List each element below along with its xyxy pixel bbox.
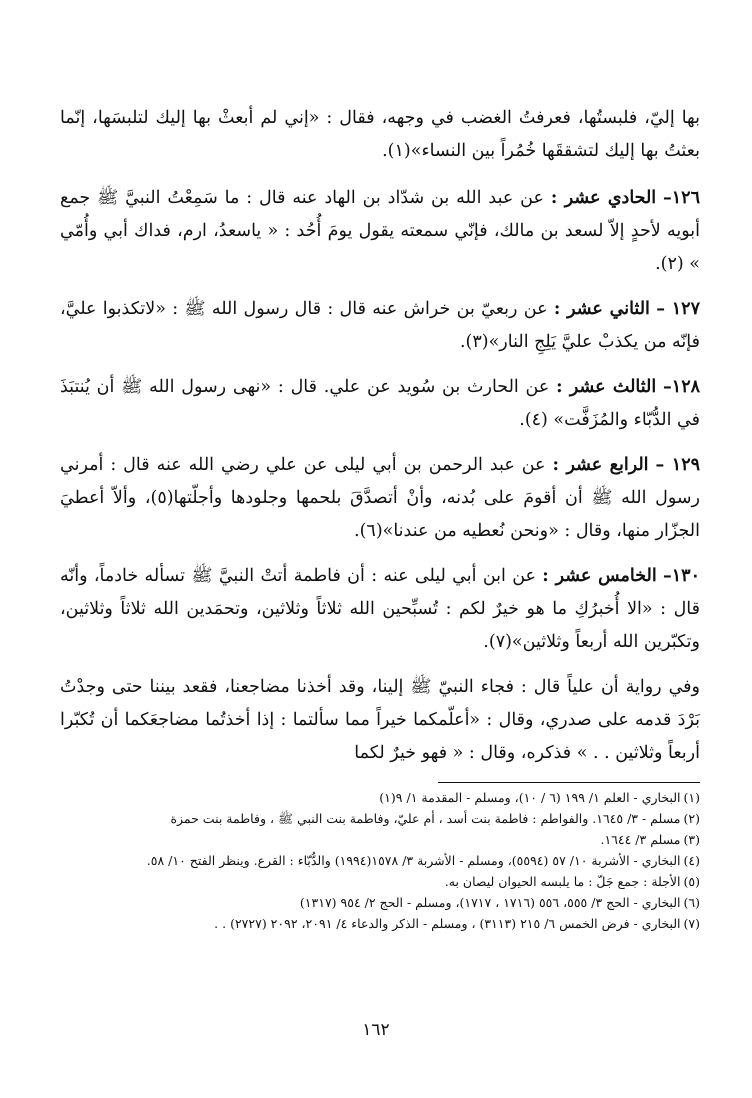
footnote [60,787,700,808]
footnote-number: (٤) [683,853,700,868]
hadith-title: الخامس عشر : [542,566,657,586]
footnote-divider [438,782,700,783]
hadith-number: ١٢٧ – [656,299,700,319]
riwaya-paragraph: وفي رواية أن علياً قال : فجاء النبيّ ﷺ إلينا، وقد أخذنا مضاجعنا، فقعد بيننا حتى وجدْتُ بَرْدَ قدمه على صدري، وقال : «أعلّمكما خيراً مما سألتما : إذا أخذتُما مضاجعَكما أن تُكبّرا أربعاً وثلاثين . . » فذكره، وقال : « فهو خيرٌ لكما [60,677,700,763]
footnote-number: (٥) [683,874,700,889]
hadith-title: الحادي عشر : [550,188,657,208]
footnotes [60,787,700,934]
footnote-number: (٣) [683,832,700,847]
footnote-number: (١) [683,790,700,805]
hadith-text: عن عبد الله بن شدّاد بن الهاد عنه قال : ما سَمِعْتُ النبيَّ ﷺ جمع أبويه لأحدٍ إلاّ لسعد بن مالك، فإنّي سمعته يقول يومَ أُحُد : « ياسعدُ، ارم، فداك أبي وأُمّي » (٢). [60,188,700,274]
hadith-text: عن الحارث بن سُويد عن علي. قال : «نهى رسول الله ﷺ أن يُنتبَذَ في الدُّبّاء والمُزَفَّت» (٤). [60,377,700,430]
hadith-text: عن عبد الرحمن بن أبي ليلى عن علي رضي الله عنه قال : أمرني رسول الله ﷺ أن أقومَ على بُدنه، وأنْ أتصدَّقَ بلحمها وجلودها وأجلّتها(٥)، وألاّ أعطيَ الجزّار منها، وقال : «ونحن نُعطيه من عندنا»(٦). [60,455,700,541]
footnote [60,871,700,892]
hadith-127 [60,293,700,359]
hadith-title: الثاني عشر : [553,299,650,319]
footnote-text: مسلم ٣/ ١٦٤٤. [600,832,681,847]
footnote-text: البخاري - العلم ١/ ١٩٩ (٦ / ١٠)، ومسلم - المقدمة ١/ ٩(١) [379,790,681,805]
footnote-text: الأجلة : جمع جَلّ : ما يلبسه الحيوان ليصان به. [444,874,681,889]
hadith-number: ١٢٩ – [655,455,700,475]
footnote [60,850,700,871]
footnote-number: (٧) [683,916,700,931]
hadith-number: ١٣٠– [663,566,700,586]
hadith-text: عن ربعيّ بن خراش عنه قال : قال رسول الله ﷺ : «لاتكذبوا عليَّ، فإنّه من يكذبْ عليَّ يَلِجِ النار»(٣). [60,299,700,352]
footnote-text: البخاري - الأشربة ١٠/ ٥٧ (٥٥٩٤)، ومسلم - الأشربة ٣/ ١٥٧٨(١٩٩٤) والدُّبّاء : القرع. وينظر الفتح ١٠/ ٥٨. [146,853,681,868]
hadith-130 [60,560,700,659]
footnote [60,829,700,850]
continuation-paragraph: بها إليّ، فلبستُها، فعرفتُ الغضب في وجهه، فقال : «إني لم أبعثْ بها إليك لتلبسَها، إنّما بعثتُ بها إليك لتشققَها خُمُراً بين النساء»(١). [60,108,700,161]
hadith-title: الرابع عشر : [552,455,649,475]
hadith-128 [60,371,700,437]
footnote [60,808,700,829]
hadith-129 [60,449,700,548]
hadith-number: ١٢٦– [663,188,700,208]
hadith-126 [60,182,700,281]
footnote [60,913,700,934]
hadith-number: ١٢٨– [663,377,700,397]
hadith-text: عن ابن أبي ليلى عنه : أن فاطمة أتتْ النبيَّ ﷺ تسأله خادماً، وأنّه قال : «الا أُخبرُكِ ما هو خيرٌ لكم : تُسبِّحين الله ثلاثاً وثلاثين، وتحمَدين الله ثلاثاً وثلاثين، وتكبّرين الله أربعاً وثلاثين»(٧). [60,566,700,652]
page-number: ١٦٢ [362,1020,390,1040]
footnote-number: (٢) [683,811,700,826]
footnote [60,892,700,913]
footnote-text: البخاري - الحج ٣/ ٥٥٥، ٥٥٦ (١٧١٦ ، ١٧١٧)، ومسلم - الحج ٢/ ٩٥٤ (١٣١٧) [299,895,681,910]
footnote-number: (٦) [683,895,700,910]
footnote-text: مسلم - ٣/ ١٦٤٥. والفواطم : فاطمة بنت أسد ، أم عليّ، وفاطمة بنت النبي ﷺ ، وفاطمة بنت حمزة [170,811,681,826]
hadith-title: الثالث عشر : [556,377,657,397]
footnote-text: البخاري - فرض الخمس ٦/ ٢١٥ (٣١١٣) ، ومسلم - الذكر والدعاء ٤/ ٢٠٩١، ٢٠٩٢ (٢٧٢٧) . . [214,916,681,931]
page-body [60,102,700,934]
